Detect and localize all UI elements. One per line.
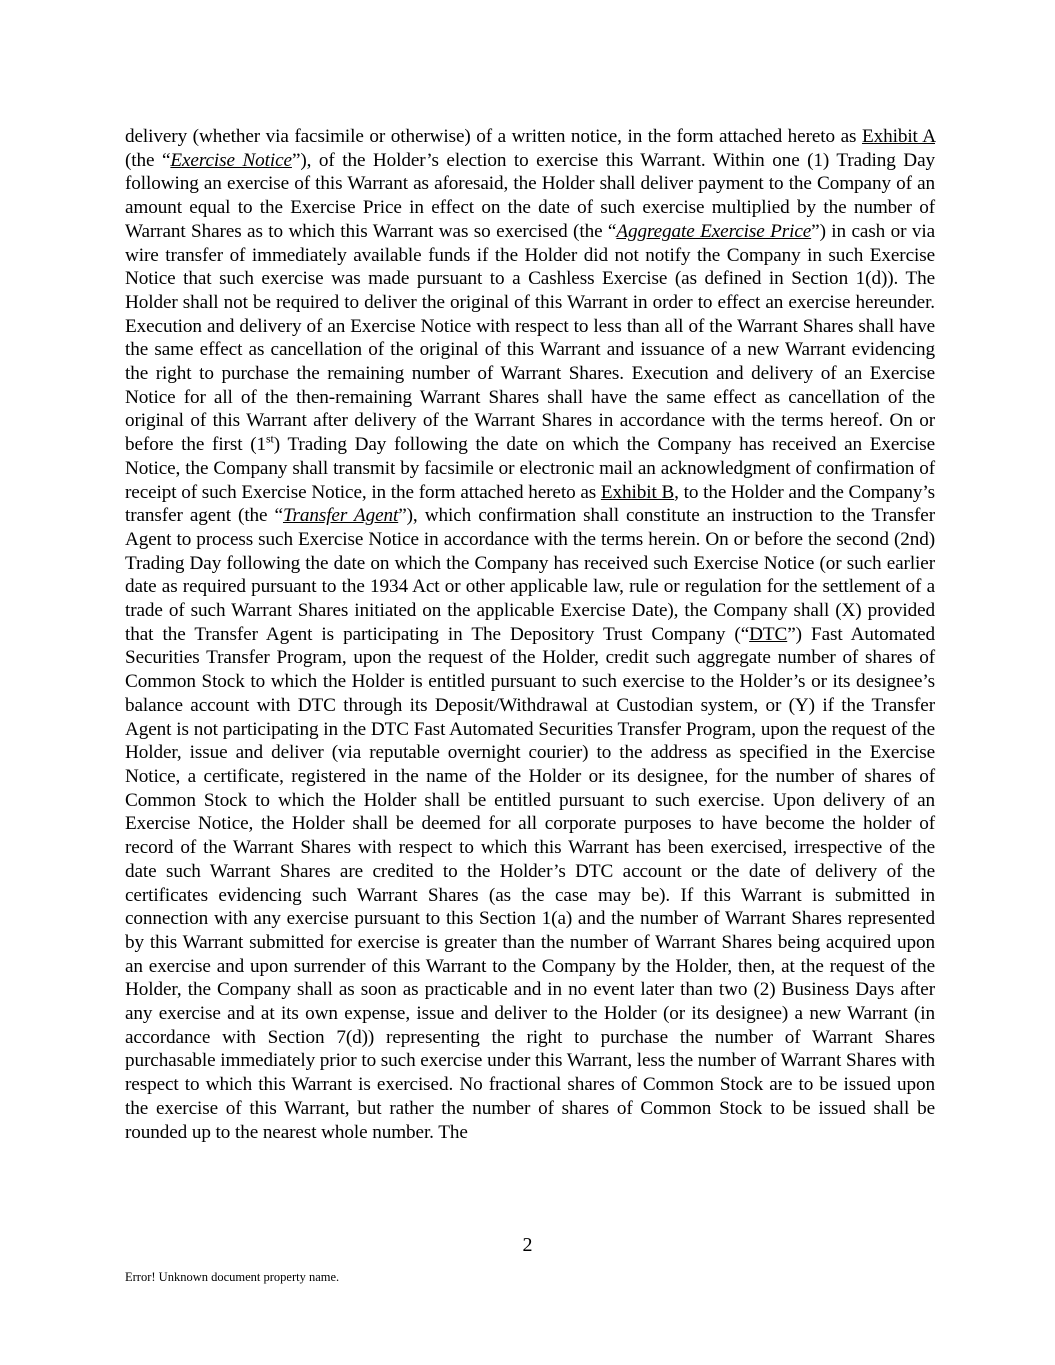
- paragraph-text: , to the Holder and the Company’s transfer agent (the “: [125, 481, 936, 527]
- defined-term-dtc: DTC: [749, 623, 788, 645]
- page-number: 2: [522, 1234, 533, 1256]
- paragraph-text: ”) in cash or via wire transfer of immediately available funds if the Holder did not notify the Company in such Exercise Notice that such exercise was made pursuant to a Cashless Exercise (as defined in Section 1(d)). The Holder shall not be required to deliver the original of this Warrant in order to effect an exercise hereunder. Execution and delivery of an Exercise Notice with respect to less than all of the Warrant Shares shall have the same effect as cancellation of the original of this Warrant and issuance of a new Warrant evidencing the right to purchase the remaining number of Warrant Shares. Execution and delivery of an Exercise Notice for all of the then-remaining Warrant Shares shall have the same effect as cancellation of the original of this Warrant after delivery of the Warrant Shares in accordance with the terms hereof. On or before the first (1: [125, 220, 935, 456]
- body-paragraph: [125, 125, 935, 1144]
- paragraph-text: ) Trading Day following the date on which the Company has received an Exercise Notice, the Company shall transmit by facsimile or electronic mail an acknowledgment of confirmation of receipt of such Exercise Notice, in the form attached hereto as: [125, 434, 935, 503]
- paragraph-text: ”), of the Holder’s election to exercise this Warrant. Within one (1) Trading Day following an exercise of this Warrant as aforesaid, the Holder shall deliver payment to the Company of an amount equal to the Exercise Price in effect on the date of such exercise multiplied by the number of Warrant Shares as to which this Warrant was so exercised (the “: [125, 149, 935, 242]
- defined-term-exercise-notice: Exercise Notice: [170, 149, 292, 171]
- footer-text: Error! Unknown document property name.: [125, 1270, 340, 1284]
- exhibit-a-reference: Exhibit A: [861, 126, 936, 147]
- paragraph-text: ”), which confirmation shall constitute an instruction to the Transfer Agent to process such Exercise Notice in accordance with the terms herein. On or before the second (2nd) Trading Day following the date on which the Company has received such Exercise Notice (or such earlier date as required pursuant to the 1934 Act or other applicable law, rule or regulation for the settlement of a trade of such Warrant Shares initiated on the applicable Exercise Date), the Company shall (X) provided that the Transfer Agent is participating in The Depository Trust Company (“: [125, 505, 935, 645]
- paragraph-text: delivery (whether via facsimile or otherwise) of a written notice, in the form attached hereto as: [125, 126, 862, 147]
- paragraph-text: ”) Fast Automated Securities Transfer Program, upon the request of the Holder, credit such aggregate number of shares of Common Stock to which the Holder is entitled pursuant to such exercise to the Holder’s or its designee’s balance account with DTC through its Deposit/Withdrawal at Custodian system, or (Y) if the Transfer Agent is not participating in the DTC Fast Automated Securities Transfer Program, upon the request of the Holder, issue and deliver (via reputable overnight courier) to the address as specified in the Exercise Notice, a certificate, registered in the name of the Holder or its designee, for the number of shares of Common Stock to which the Holder shall be entitled pursuant to such exercise. Upon delivery of an Exercise Notice, the Holder shall be deemed for all corporate purposes to have become the holder of record of the Warrant Shares with respect to which this Warrant has been exercised, irrespective of the date such Warrant Shares are credited to the Holder’s DTC account or the date of delivery of the certificates evidencing such Warrant Shares (as the case may be). If this Warrant is submitted in connection with any exercise pursuant to this Section 1(a) and the number of Warrant Shares represented by this Warrant submitted for exercise is greater than the number of Warrant Shares being acquired upon an exercise and upon surrender of this Warrant to the Company by the Holder, then, at the request of the Holder, the Company shall as soon as practicable and in no event later than two (2) Business Days after any exercise and at its own expense, issue and deliver to the Holder (or its designee) a new Warrant (in accordance with Section 7(d)) representing the right to purchase the number of Warrant Shares purchasable immediately prior to such exercise under this Warrant, less the number of Warrant Shares with respect to which this Warrant is exercised. No fractional shares of Common Stock are to be issued upon the exercise of this Warrant, but rather the number of shares of Common Stock to be issued shall be rounded up to the nearest whole number. The: [125, 623, 936, 1143]
- paragraph-text: (the “: [125, 149, 171, 171]
- defined-term-transfer-agent: Transfer Agent: [282, 505, 399, 527]
- ordinal-superscript: st: [265, 431, 274, 446]
- defined-term-aggregate-exercise-price: Aggregate Exercise Price: [616, 220, 812, 242]
- exhibit-b-reference: Exhibit B: [600, 481, 675, 503]
